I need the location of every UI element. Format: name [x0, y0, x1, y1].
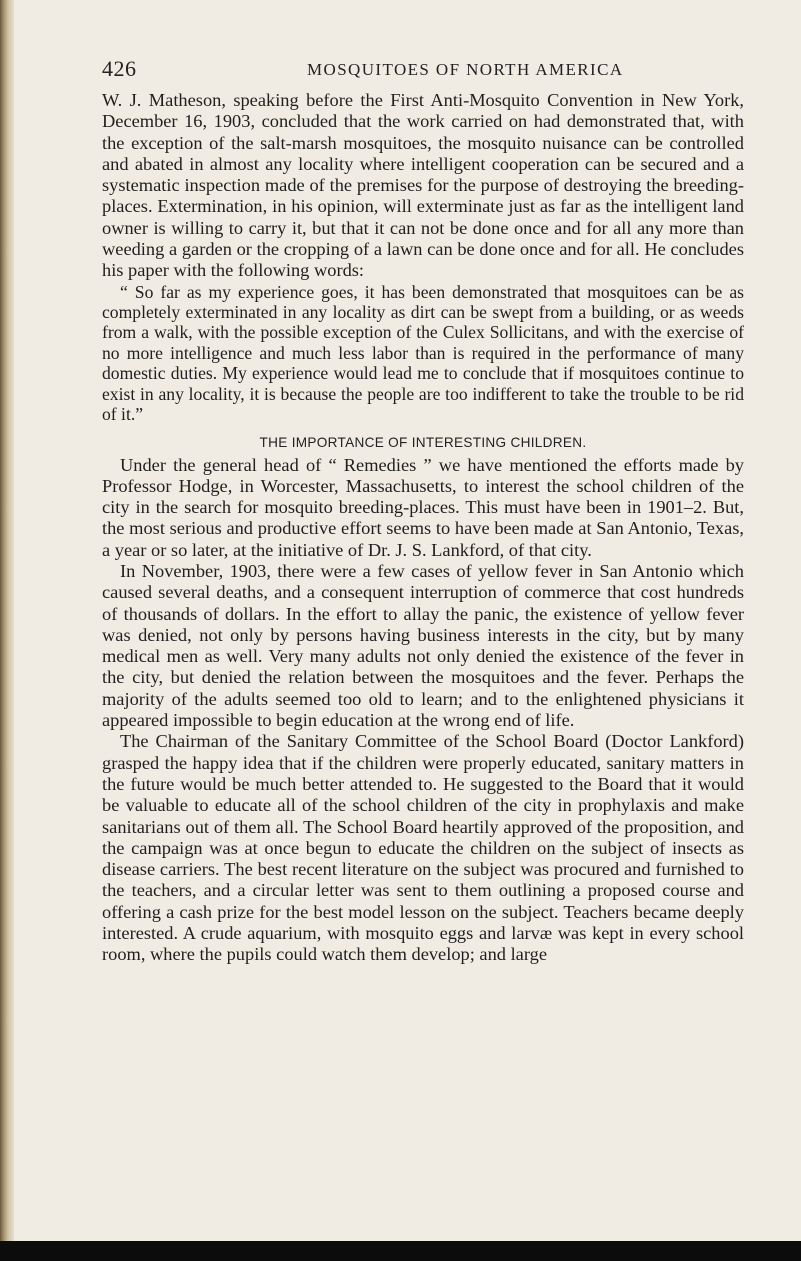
paragraph-matheson: W. J. Matheson, speaking before the First Anti-Mosquito Convention in New York, December 16, 1903, concluded that the work carried on had demonstrated that, with the exception of the salt-marsh mosquitoes, the mosquito nuisance can be controlled and abated in almost any locality where intelligent cooperation can be secured and a systematic inspection made of the premises for the purpose of destroying the breeding-places. Extermination, in his opinion, will exterminate just as far as the intelligent land owner is willing to carry it, but that it can not be done once and for all any more than weeding a garden or the cropping of a lawn can be done once and for all. He concludes his paper with the following words:: [102, 90, 744, 281]
page-header: [102, 56, 742, 82]
body-text: [102, 90, 744, 966]
paragraph-yellow-fever: In November, 1903, there were a few cases of yellow fever in San Antonio which caused several deaths, and a consequent interruption of commerce that cost hundreds of thousands of dollars. In the effort to allay the panic, the existence of yellow fever was denied, not only by persons having business interests in the city, but by many medical men as well. Very many adults not only denied the existence of the fever in the city, but denied the relation between the mosquitoes and the fever. Perhaps the majority of the adults seemed too old to learn; and to the enlightened physicians it appeared impossible to begin education at the wrong end of life.: [102, 561, 744, 731]
page-number: 426: [102, 56, 137, 81]
paragraph-remedies: Under the general head of “ Remedies ” we have mentioned the efforts made by Professor Hodge, in Worcester, Massachusetts, to interest the school children of the city in the search for mosquito breeding-places. This must have been in 1901–2. But, the most serious and productive effort seems to have been made at San Antonio, Texas, a year or so later, at the initiative of Dr. J. S. Lankford, of that city.: [102, 454, 744, 560]
section-heading: THE IMPORTANCE OF INTERESTING CHILDREN.: [259, 434, 587, 450]
page-binding-edge: [0, 0, 14, 1241]
paragraph-school-board: The Chairman of the Sanitary Committee of the School Board (Doctor Lankford) grasped the happy idea that if the children were properly educated, sanitary matters in the future would be much better attended to. He suggested to the Board that it would be valuable to educate all of the school children of the city in prophylaxis and make sanitarians out of them all. The School Board heartily approved of the proposition, and the campaign was at once begun to educate the children on the subject of insects as disease carriers. The best recent literature on the subject was procured and furnished to the teachers, and a circular letter was sent to them outlining a proposed course and offering a cash prize for the best model lesson on the subject. Teachers became deeply interested. A crude aquarium, with mosquito eggs and larvæ was kept in every school room, where the pupils could watch them develop; and large: [102, 731, 744, 965]
scan-bottom-edge: [0, 1241, 801, 1261]
block-quote: “ So far as my experience goes, it has been demonstrated that mosquitoes can be as completely exterminated in any locality as dirt can be swept from a building, or as weeds from a walk, with the possible exception of the Culex Sollicitans, and with the exercise of no more intelligence and much less labor than is required in the performance of many domestic duties. My experience would lead me to conclude that if mosquitoes continue to exist in any locality, it is because the people are too indifferent to take the trouble to be rid of it.”: [102, 281, 744, 425]
running-head: MOSQUITOES OF NORTH AMERICA: [307, 60, 624, 79]
